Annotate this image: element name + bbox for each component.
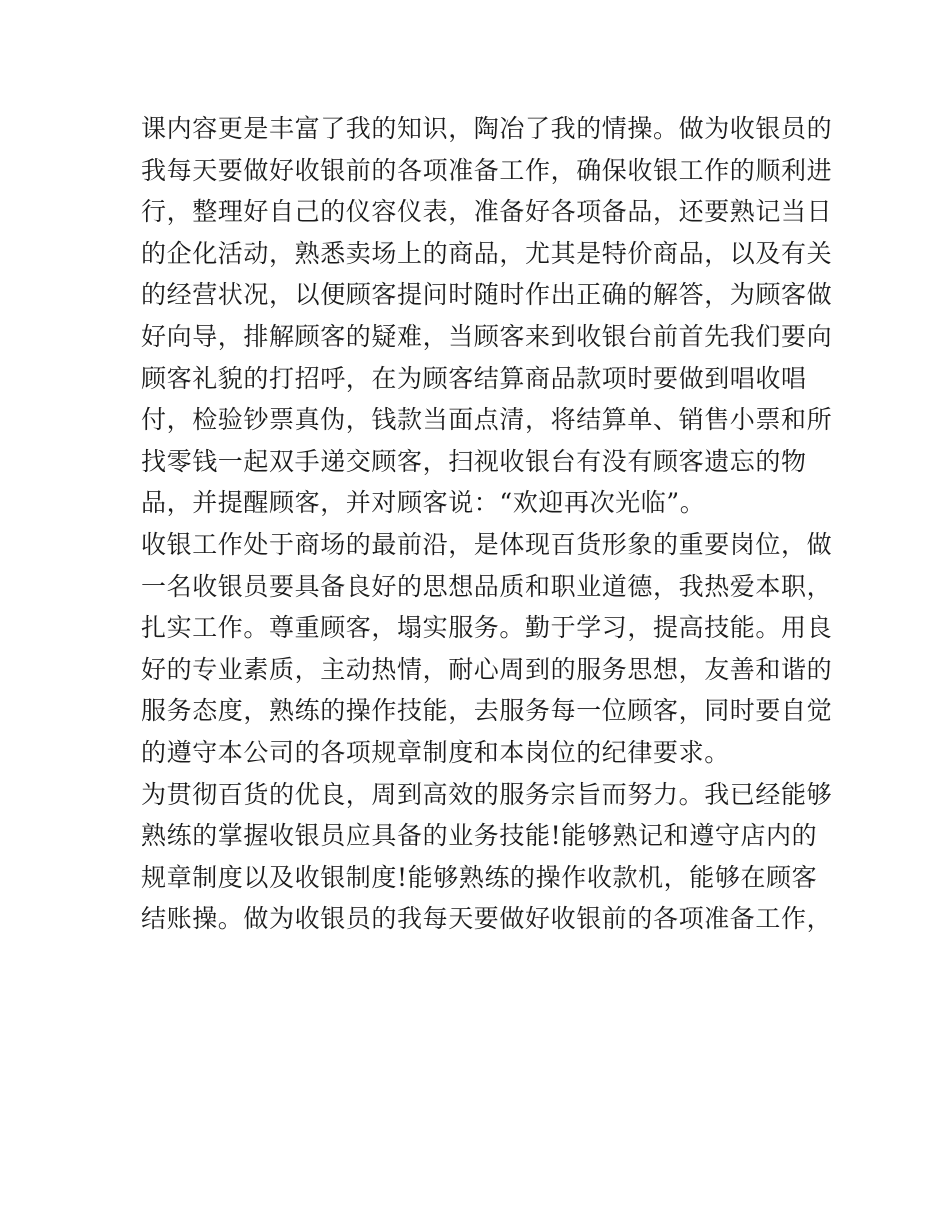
text-line: 的遵守本公司的各项规章制度和本岗位的纪律要求。 [141, 737, 730, 767]
text-line: 我每天要做好收银前的各项准备工作，确保收银工作的顺利进 [141, 155, 833, 185]
text-line: 熟练的掌握收银员应具备的业务技能!能够熟记和遵守店内的 [141, 821, 818, 851]
text-line: 一名收银员要具备良好的思想品质和职业道德，我热爱本职， [141, 571, 833, 601]
text-line: 收银工作处于商场的最前沿，是体现百货形象的重要岗位，做 [141, 529, 833, 559]
text-line: 规章制度以及收银制度!能够熟练的操作收款机，能够在顾客 [141, 862, 818, 892]
text-line: 找零钱一起双手递交顾客，扫视收银台有没有顾客遗忘的物 [141, 446, 807, 476]
text-line: 结账操。做为收银员的我每天要做好收银前的各项准备工作， [141, 904, 833, 934]
text-line: 课内容更是丰富了我的知识，陶冶了我的情操。做为收银员的 [141, 114, 833, 143]
text-line: 好的专业素质，主动热情，耐心周到的服务思想，友善和谐的 [141, 654, 833, 684]
text-line: 扎实工作。尊重顾客，塌实服务。勤于学习，提高技能。用良 [141, 613, 833, 643]
text-line: 为贯彻百货的优良，周到高效的服务宗旨而努力。我已经能够 [141, 779, 833, 809]
text-line: 付，检验钞票真伪，钱款当面点清，将结算单、销售小票和所 [141, 405, 833, 435]
body-text [141, 108, 833, 940]
text-line: 服务态度，熟练的操作技能，去服务每一位顾客，同时要自觉 [141, 696, 833, 726]
text-line: 好向导，排解顾客的疑难，当顾客来到收银台前首先我们要向 [141, 321, 833, 351]
text-line: 顾客礼貌的打招呼，在为顾客结算商品款项时要做到唱收唱 [141, 363, 807, 393]
text-line: 的经营状况，以便顾客提问时随时作出正确的解答，为顾客做 [141, 280, 833, 310]
text-line: 行，整理好自己的仪容仪表，准备好各项备品，还要熟记当日 [141, 197, 833, 227]
text-line: 品，并提醒顾客，并对顾客说：“欢迎再次光临”。 [141, 488, 706, 518]
text-line: 的企化活动，熟悉卖场上的商品，尤其是特价商品，以及有关 [141, 238, 833, 268]
